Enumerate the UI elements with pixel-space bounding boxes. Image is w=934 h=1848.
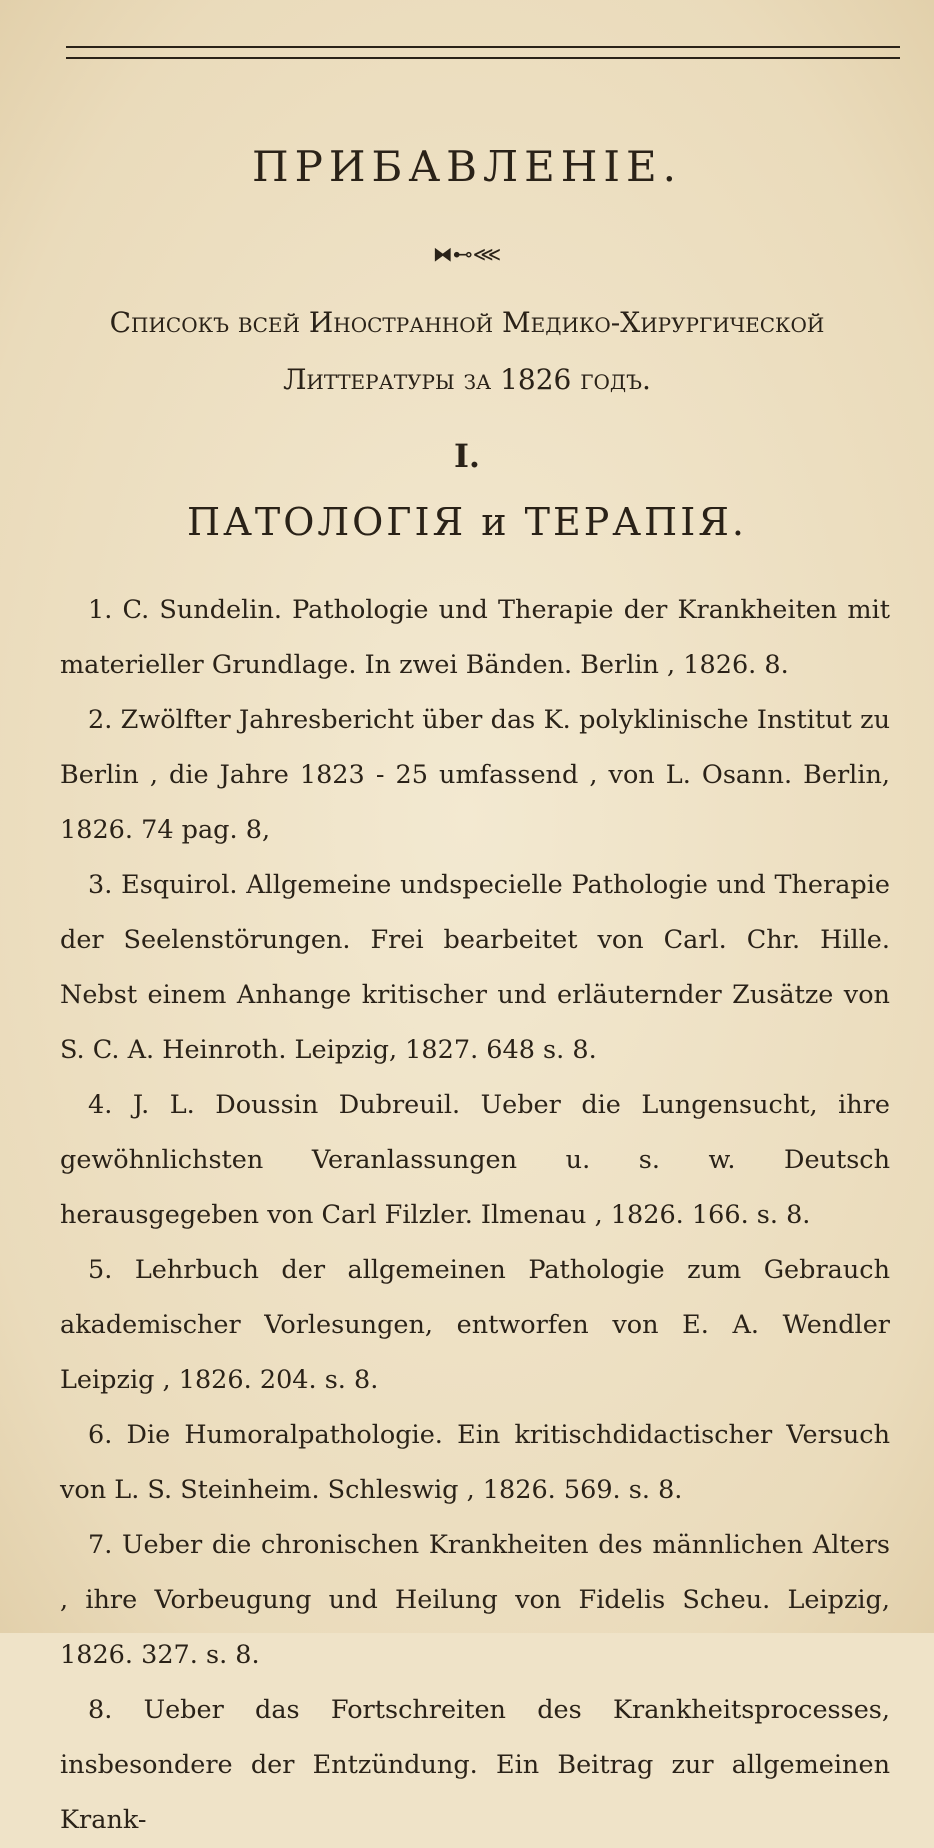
page-title: ПРИБАВЛЕНIЕ. xyxy=(252,142,682,191)
bibliography-entry: 3. Esquirol. Allgemeine undspecielle Pathologie und Therapie der Seelenstörungen. Frei bearbeitet von Carl. Chr. Hille. Nebst einem Anhange kritischer und erläuternder Zusätze von S. C. A. Heinroth. Leipzig, 1827. 648 s. 8. xyxy=(60,870,890,1065)
subtitle-line-2: Литтературы за 1826 годъ. xyxy=(283,363,651,396)
section-number: I. xyxy=(453,437,481,475)
top-rule xyxy=(66,46,900,48)
subtitle-line-1: Списокъ всей Иностранной Медико-Хирургической xyxy=(109,306,825,339)
bibliography-entry: 8. Ueber das Fortschreiten des Krankheitsprocesses, insbesondere der Entzündung. Ein Beitrag zur allgemeinen Krank- xyxy=(60,1695,890,1835)
bibliography-entry: 7. Ueber die chronischen Krankheiten des männlichen Alters , ihre Vorbeugung und Heilung von Fidelis Scheu. Leipzig, 1826. 327. s. 8. xyxy=(60,1530,890,1670)
ornament-divider: ⧓⊷⋘ xyxy=(432,242,502,266)
bibliography-list xyxy=(60,583,890,1848)
bibliography-entry: 4. J. L. Doussin Dubreuil. Ueber die Lungensucht, ihre gewöhnlichsten Veranlassungen u. s. w. Deutsch herausgegeben von Carl Filzler. Ilmenau , 1826. 166. s. 8. xyxy=(60,1090,890,1230)
bibliography-entry: 6. Die Humoralpathologie. Ein kritischdidactischer Versuch von L. S. Steinheim. Schleswig , 1826. 569. s. 8. xyxy=(60,1420,890,1505)
bibliography-entry: 1. C. Sundelin. Pathologie und Therapie der Krankheiten mit materieller Grundlage. In zwei Bänden. Berlin , 1826. 8. xyxy=(60,595,890,680)
section-title: ПАТОЛОГIЯ и ТЕРАПIЯ. xyxy=(187,500,747,544)
bibliography-entry: 2. Zwölfter Jahresbericht über das K. polyklinische Institut zu Berlin , die Jahre 1823 - 25 umfassend , von L. Osann. Berlin, 1826. 74 pag. 8, xyxy=(60,705,890,845)
bibliography-entry: 5. Lehrbuch der allgemeinen Pathologie zum Gebrauch akademischer Vorlesungen, entworfen von E. A. Wendler Leipzig , 1826. 204. s. 8. xyxy=(60,1255,890,1395)
top-rule-thin xyxy=(66,57,900,59)
